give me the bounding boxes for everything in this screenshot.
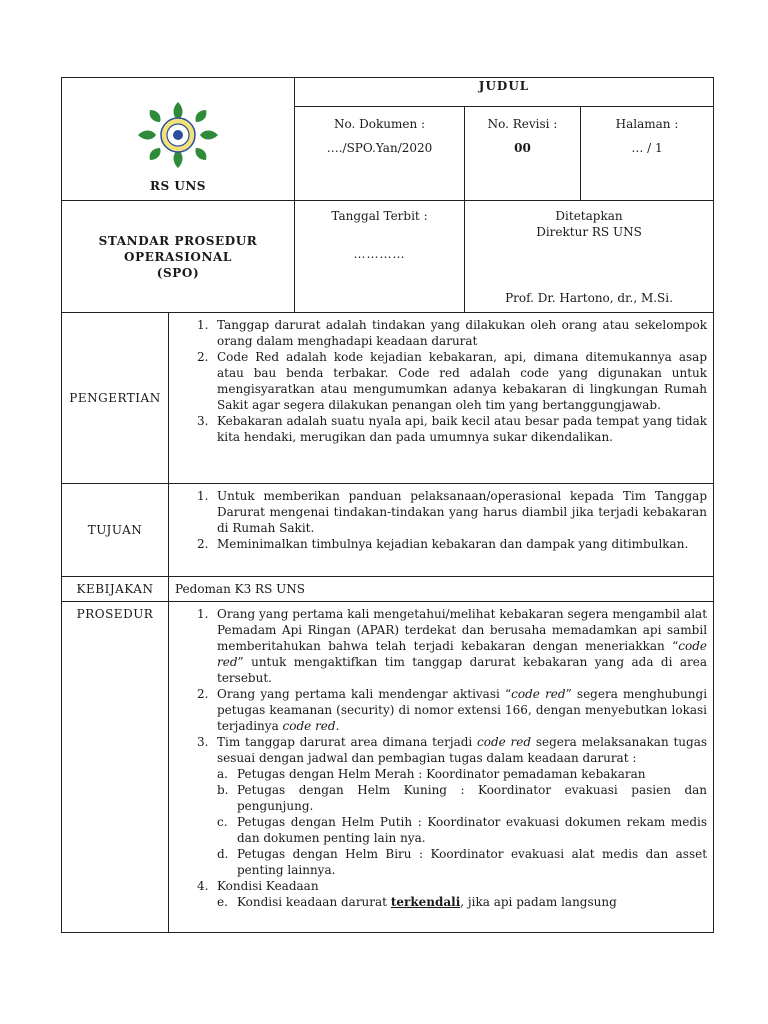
item-number: 3.	[197, 735, 209, 749]
hospital-name: RS UNS	[150, 179, 206, 193]
no-dokumen-label: No. Dokumen :	[333, 117, 426, 131]
sub-item-letter: d.	[217, 847, 229, 861]
pengertian-content	[169, 313, 714, 484]
item-text: Orang yang pertama kali mengetahui/melihat kebakaran segera mengambil alat Pemadam Api Ringan (APAR) terdekat dan berusaha memadamkan api sambil memberitahukan bahwa telah terjadi kebakaran dengan meneriakkan “	[217, 607, 708, 653]
list-item	[169, 413, 707, 445]
logo-cell	[62, 78, 295, 201]
halaman-cell	[581, 107, 714, 201]
sub-item	[169, 782, 707, 814]
no-revisi-cell	[465, 107, 581, 201]
item-number: 4.	[197, 879, 209, 893]
sub-item-letter: e.	[217, 895, 228, 909]
item-number: 1.	[197, 607, 209, 621]
list-item	[169, 317, 707, 349]
no-revisi-label: No. Revisi :	[487, 117, 558, 131]
sub-item-letter: c.	[217, 815, 228, 829]
spo-table	[61, 77, 714, 933]
terkendali-text: terkendali	[390, 895, 461, 909]
prosedur-label: PROSEDUR	[62, 602, 169, 933]
kebijakan-content: Pedoman K3 RS UNS	[169, 577, 714, 602]
judul-title: JUDUL	[295, 78, 714, 107]
code-red-text: code red	[477, 735, 532, 749]
item-number: 1.	[197, 318, 209, 332]
code-red-text: code red	[511, 687, 566, 701]
spo-title-line-2: OPERASIONAL	[124, 250, 232, 264]
no-dokumen-value: …./SPO.Yan/2020	[326, 141, 433, 155]
item-text: Code Red adalah kode kejadian kebakaran, api, dimana ditemukannya asap atau bau benda terbakar. Code red adalah code yang digunakan untuk mengisyaratkan atau mengumumkan adanya kebakaran di lingkungan Rumah Sakit agar segera dilakukan penangan oleh tim yang bertanggungjawab.	[217, 350, 708, 412]
no-revisi-value: 00	[514, 141, 531, 155]
code-red-text: code red	[217, 639, 708, 669]
item-text: Kebakaran adalah suatu nyala api, baik kecil atau besar pada tempat yang tidak kita hendaki, merugikan dan pada umumnya sukar dikendalikan.	[217, 414, 708, 444]
rs-uns-logo	[132, 98, 224, 172]
tujuan-content	[169, 484, 714, 577]
tanggal-terbit-value: …………	[353, 247, 406, 261]
sub-item-letter: b.	[217, 783, 229, 797]
spo-document	[61, 77, 713, 930]
item-text: Meminimalkan timbulnya kejadian kebakaran dan dampak yang ditimbulkan.	[217, 537, 689, 551]
spo-title-line-1: STANDAR PROSEDUR	[98, 234, 258, 248]
list-item	[169, 878, 707, 910]
item-number: 2.	[197, 537, 209, 551]
halaman-label: Halaman :	[615, 117, 679, 131]
tujuan-label: TUJUAN	[62, 484, 169, 577]
list-item	[169, 606, 707, 686]
item-text: .	[335, 719, 340, 733]
item-text: ” untuk mengaktifkan tim tanggap darurat kebakaran yang ada di area tersebut.	[217, 655, 708, 685]
sub-item	[169, 894, 707, 910]
sub-item-text: Petugas dengan Helm Putih : Koordinator evakuasi dokumen rekam medis dan dokumen penting lain nya.	[237, 815, 708, 845]
spo-title	[62, 201, 295, 313]
list-item	[169, 536, 707, 552]
sub-item	[169, 814, 707, 846]
prosedur-content	[169, 602, 714, 933]
pengertian-label: PENGERTIAN	[62, 313, 169, 484]
item-number: 3.	[197, 414, 209, 428]
sub-item-text: Petugas dengan Helm Kuning : Koordinator evakuasi pasien dan pengunjung.	[237, 783, 708, 813]
item-text: Tim tanggap darurat area dimana terjadi	[217, 735, 478, 749]
sub-item	[169, 766, 707, 782]
item-number: 2.	[197, 687, 209, 701]
item-text: segera melaksanakan tugas sesuai dengan jadwal dan pembagian tugas dalam keadaan darurat :	[217, 735, 708, 765]
list-item	[169, 488, 707, 536]
kebijakan-label: KEBIJAKAN	[62, 577, 169, 602]
tanggal-terbit-label: Tanggal Terbit :	[331, 209, 428, 223]
item-text: Tanggap darurat adalah tindakan yang dilakukan oleh orang atau sekelompok orang dalam menghadapi keadaan darurat	[217, 318, 708, 348]
ditetapkan-cell	[465, 201, 714, 313]
code-red-text: code red	[282, 719, 336, 733]
item-text: Orang yang pertama kali mendengar aktivasi “	[217, 687, 512, 701]
list-item	[169, 349, 707, 413]
direktur-label: Direktur RS UNS	[536, 225, 642, 239]
tanggal-terbit-cell	[295, 201, 465, 313]
sub-item-text: , jika api padam langsung	[460, 895, 617, 909]
item-text: ” segera menghubungi petugas keamanan (security) di nomor extensi 166, dengan menyebutkan lokasi terjadinya	[217, 687, 708, 733]
list-item	[169, 686, 707, 734]
no-dokumen-cell	[295, 107, 465, 201]
sub-item-text: Petugas dengan Helm Biru : Koordinator evakuasi alat medis dan asset penting lainnya.	[237, 847, 708, 877]
sub-item-text: Kondisi keadaan darurat	[237, 895, 391, 909]
ditetapkan-label: Ditetapkan	[555, 209, 623, 223]
item-number: 2.	[197, 350, 209, 364]
item-text: Kondisi Keadaan	[217, 879, 319, 893]
sub-item-text: Petugas dengan Helm Merah : Koordinator pemadaman kebakaran	[237, 767, 646, 781]
sub-item	[169, 846, 707, 878]
signatory-name: Prof. Dr. Hartono, dr., M.Si.	[505, 291, 673, 305]
sub-item-letter: a.	[217, 767, 228, 781]
list-item	[169, 734, 707, 878]
item-number: 1.	[197, 489, 209, 503]
halaman-value: … / 1	[631, 141, 663, 155]
spo-title-line-3: (SPO)	[156, 266, 200, 280]
item-text: Untuk memberikan panduan pelaksanaan/operasional kepada Tim Tanggap Darurat mengenai tindakan-tindakan yang harus diambil jika terjadi kebakaran di Rumah Sakit.	[217, 489, 708, 535]
